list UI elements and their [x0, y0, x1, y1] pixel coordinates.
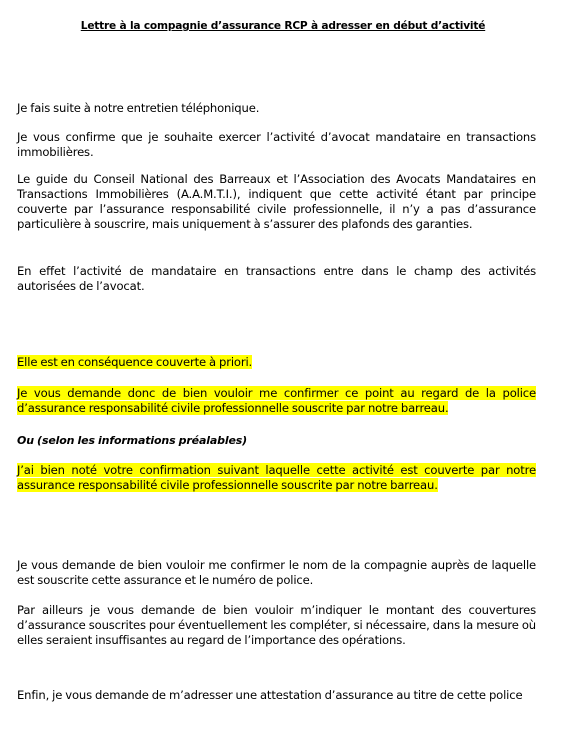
paragraph-field-of-activity: En effet l’activité de mandataire en transactions entre dans le champ des activités autorisées de l’avocat.: [17, 264, 536, 293]
paragraph-noted-confirmation: [17, 463, 536, 493]
paragraph-confirm-activity: Je vous confirme que je souhaite exercer l’activité d’avocat mandataire en transactions immobilières.: [17, 130, 536, 159]
paragraph-covered-a-priori: [17, 355, 536, 370]
paragraph-company-name: Je vous demande de bien vouloir me confirmer le nom de la compagnie auprès de laquelle est souscrite cette assurance et le numéro de police.: [17, 558, 536, 587]
letter-title: [0, 19, 566, 33]
paragraph-coverage-amount: Par ailleurs je vous demande de bien vouloir m’indiquer le montant des couvertures d’assurance souscrites pour éventuellement les compléter, si nécessaire, dans la mesure où elles seraient insuffisantes au regard de l’importance des opérations.: [17, 603, 536, 647]
letter-title-text: Lettre à la compagnie d’assurance RCP à adresser en début d’activité: [80, 20, 486, 32]
paragraph-attestation: Enfin, je vous demande de m’adresser une attestation d’assurance au titre de cette police: [17, 688, 523, 702]
paragraph-guide-cnb: Le guide du Conseil National des Barreaux et l’Association des Avocats Mandataires en Transactions Immobilières (A.A.M.T.I.), indiquent que cette activité étant par principe couverte par l’assurance responsabilité civile professionnelle, il n’y a pas d’assurance particulière à souscrire, mais uniquement à s’assurer des plafonds des garanties.: [17, 172, 536, 231]
highlight-request-confirmation: Je vous demande donc de bien vouloir me confirmer ce point au regard de la police d’assurance responsabilité civile professionnelle souscrite par notre barreau.: [17, 386, 536, 415]
paragraph-intro: Je fais suite à notre entretien téléphonique.: [17, 101, 260, 115]
highlight-covered-a-priori: Elle est en conséquence couverte à priori.: [17, 355, 253, 369]
paragraph-request-confirmation: [17, 386, 536, 416]
paragraph-alternative: Ou (selon les informations préalables): [17, 434, 248, 447]
highlight-noted-confirmation: J’ai bien noté votre confirmation suivant laquelle cette activité est couverte par notre assurance responsabilité civile professionnelle souscrite par notre barreau.: [17, 463, 536, 492]
